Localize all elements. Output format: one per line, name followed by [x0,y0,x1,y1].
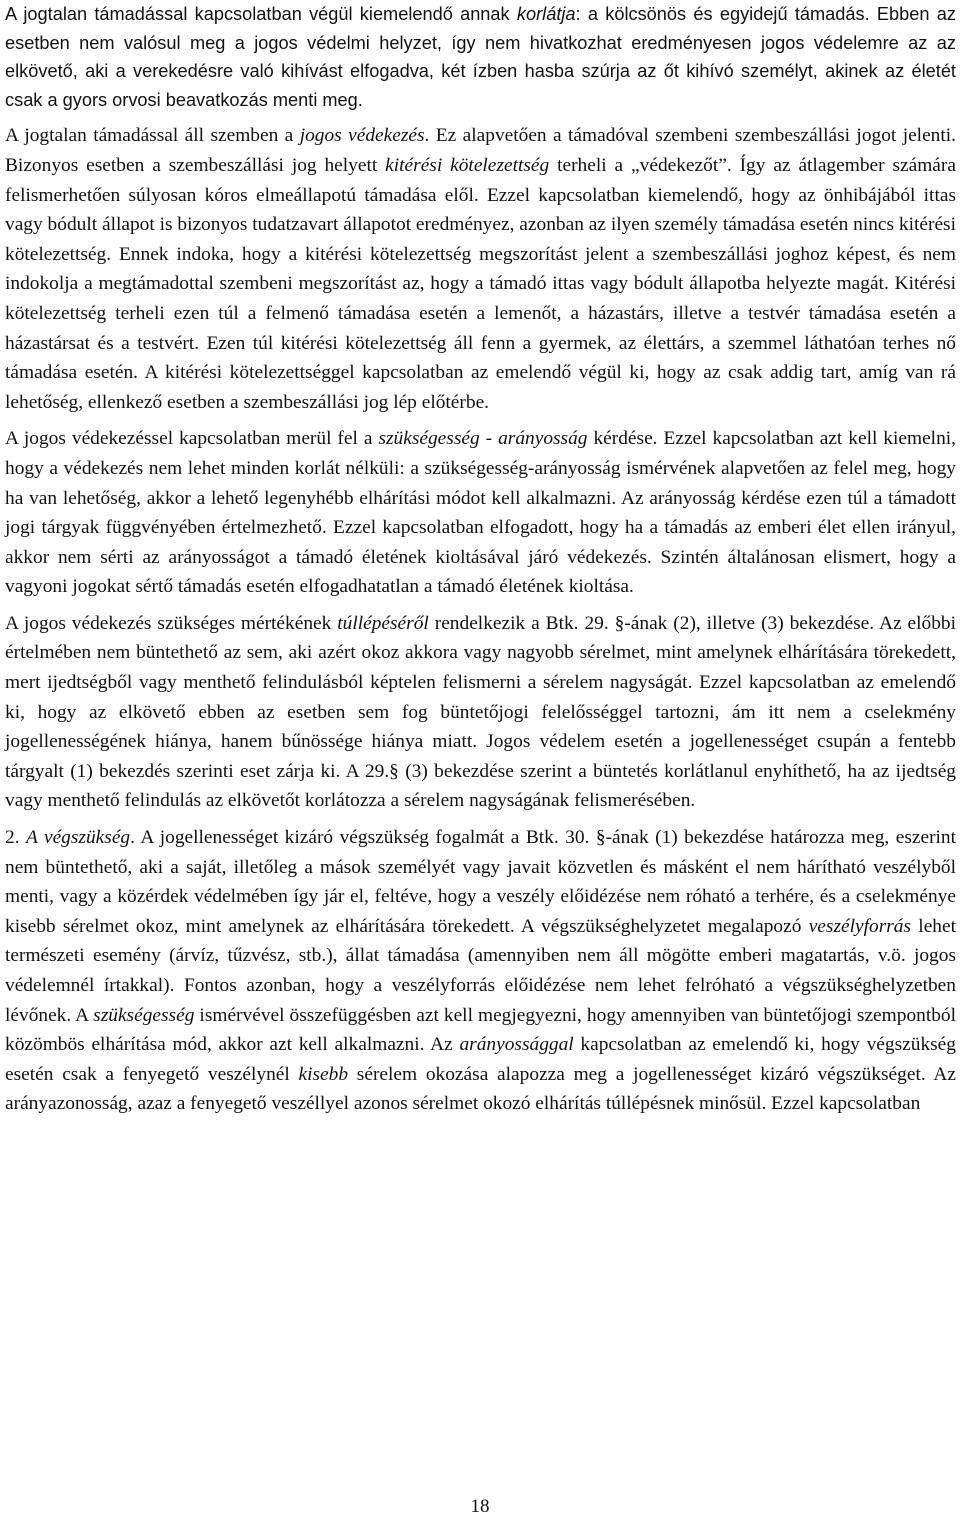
paragraph-necessity-proportionality [5,424,956,602]
emphasized-term: szükségesség [93,1004,195,1026]
emphasized-term: kisebb [298,1063,349,1085]
text-run: kérdése. Ezzel kapcsolatban azt kell kiemelni, hogy a védekezés nem lehet minden korlát nélküli: a szükségesség-arányosság ismérvének alapvetően az felel meg, hogy ha van lehetőség, akkor a lehető legenyhébb elhárítási módot kell alkalmazni. Az arányosság kérdése ezen túl a támadott jogi tárgyak függvényében értelmezhető. Ezzel kapcsolatban elfogadott, hogy ha a támadás az emberi élet ellen irányul, akkor nem sérti az arányosságot a támadó életének kioltásával járó védekezés. Szintén általánosan elismert, hogy a vagyoni jogokat sértő támadás esetén elfogadhatatlan a támadó életének kioltása. [5,428,957,598]
text-run: A jogtalan támadással áll szemben a [5,125,300,147]
text-run: . Ez alapvetően a támadóval szembeni szembeszállási jogot jelenti. Bizonyos esetben a szembeszállási jog helyett [5,125,956,176]
paragraph-necessity-defence [5,823,956,1119]
text-run: - [479,428,499,450]
emphasized-term: szükségesség [378,428,480,450]
emphasized-term: jogos védekezés [299,125,425,147]
paragraph-excess-of-defence [5,609,956,816]
text-run: . A jogellenességet kizáró végszükség fogalmát a Btk. 30. §-ának (1) bekezdése határozza meg, eszerint nem büntethető, aki a saját, illetőleg a mások személyét vagy javait közvetlen és másként el nem hárítható veszélyből menti, vagy a közérdek védelmében így jár el, feltéve, hogy a veszély előidézése nem róható a terhére, és a cselekménye kisebb sérelmet okoz, mint amelynek az elhárítására törekedett. A végszükséghelyzetet megalapozó [5,827,957,937]
page-number: 18 [470,1496,490,1517]
paragraph-self-defence [5,121,956,417]
emphasized-term: arányosság [498,428,588,450]
emphasized-term: kitérési kötelezettség [385,154,550,176]
text-run: A jogtalan támadással kapcsolatban végül kiemelendő annak [5,4,517,24]
text-run: lehet természeti esemény (árvíz, tűzvész, stb.), állat támadása (amennyiben nem áll mögötte emberi magatartás, v.ö. jogos védelemnél írtakkal). Fontos azonban, hogy a veszélyforrás előidézése nem lehet felróható a végszükséghelyzetben lévőnek. A [5,915,956,1026]
text-run: rendelkezik a Btk. 29. §-ának (2), illetve (3) bekezdése. Az előbbi értelmében nem büntethető az sem, aki azért okoz akkora vagy nagyobb sérelmet, mint amelynek elhárítására törekedett, mert ijedtségből vagy menthető felindulásból képtelen felismerni a sérelem nagyságát. Ezzel kapcsolatban az emelendő ki, hogy az elkövető ebben az esetben sem fog büntetőjogi felelősséggel tartozni, ám itt nem a cselekmény jogellenességének hiánya, hanem bűnössége hiánya miatt. Jogos védelem esetén a jogellenességet csupán a fentebb tárgyalt (1) bekezdés szerinti eset zárja ki. A 29.§ (3) bekezdése szerint a büntetés korlátlanul enyhíthető, ha az ijedtség vagy menthető felindulás az elkövetőt korlátozza a sérelem nagyságának felismerésében. [5,612,956,812]
document-page [5,0,956,1119]
text-run: A jogos védekezés szükséges mértékének [5,612,338,634]
emphasized-term: A végszükség [26,827,131,849]
text-run: : a kölcsönös és egyidejű támadás. Ebben az esetben nem valósul meg a jogos védelmi helyzet, így nem hivatkozhat eredményesen jogos védelemre az az elkövető, aki a verekedésre való kihívást elfogadva, két ízben hasba szúrja az őt kihívó személyt, akinek az életét csak a gyors orvosi beavatkozás menti meg. [5,4,956,110]
text-run: 2. [5,827,27,849]
text-run: terheli a „védekezőt”. Így az átlagember számára felismerhetően súlyosan kóros elmeállapotú támadása elől. Ezzel kapcsolatban kiemelendő, hogy az önhibájából ittas vagy bódult állapot is bizonyos tudatzavart állapotot eredményez, azonban az ilyen személy támadása esetén nincs kitérési kötelezettség. Ennek indoka, hogy a kitérési kötelezettség megszorítást jelent a szembeszállási joghoz képest, és nem indokolja a megtámadottal szembeni megszorítást az, hogy a támadó ittas vagy bódult állapotba helyezte magát. Kitérési kötelezettség terheli ezen túl a felmenő támadása esetén a lemenőt, a házastárs, illetve a testvér támadása esetén a házastársat és a testvért. Ezen túl kitérési kötelezettség áll fenn a gyermek, az élettárs, a szemmel láthatóan terhes nő támadása esetén. A kitérési kötelezettséggel kapcsolatban az emelendő végül ki, hogy az csak addig tart, amíg van rá lehetőség, ellenkező esetben a szembeszállási jog lép előtérbe. [5,154,956,413]
emphasized-term: arányossággal [459,1034,574,1056]
emphasized-term: korlátja [516,4,576,24]
text-run: kapcsolatban az emelendő ki, hogy végszükség esetén csak a fenyegető veszélynél [5,1034,956,1085]
text-run: sérelem okozása alapozza meg a jogellenességet kizáró végszükséget. Az arányazonosság, azaz a fenyegető veszéllyel azonos sérelmet okozó elhárítás túllépésnek minősül. Ezzel kapcsolatban [5,1063,956,1115]
paragraph-mutual-attack [5,0,956,114]
text-run: A jogos védekezéssel kapcsolatban merül fel a [5,428,379,450]
text-run: ismérvével összefüggésben azt kell megjegyezni, hogy amennyiben van büntetőjogi szempontból közömbös elhárítása mód, akkor azt kell alkalmazni. Az [5,1004,956,1056]
emphasized-term: túllépéséről [337,612,429,634]
emphasized-term: veszélyforrás [808,915,912,937]
